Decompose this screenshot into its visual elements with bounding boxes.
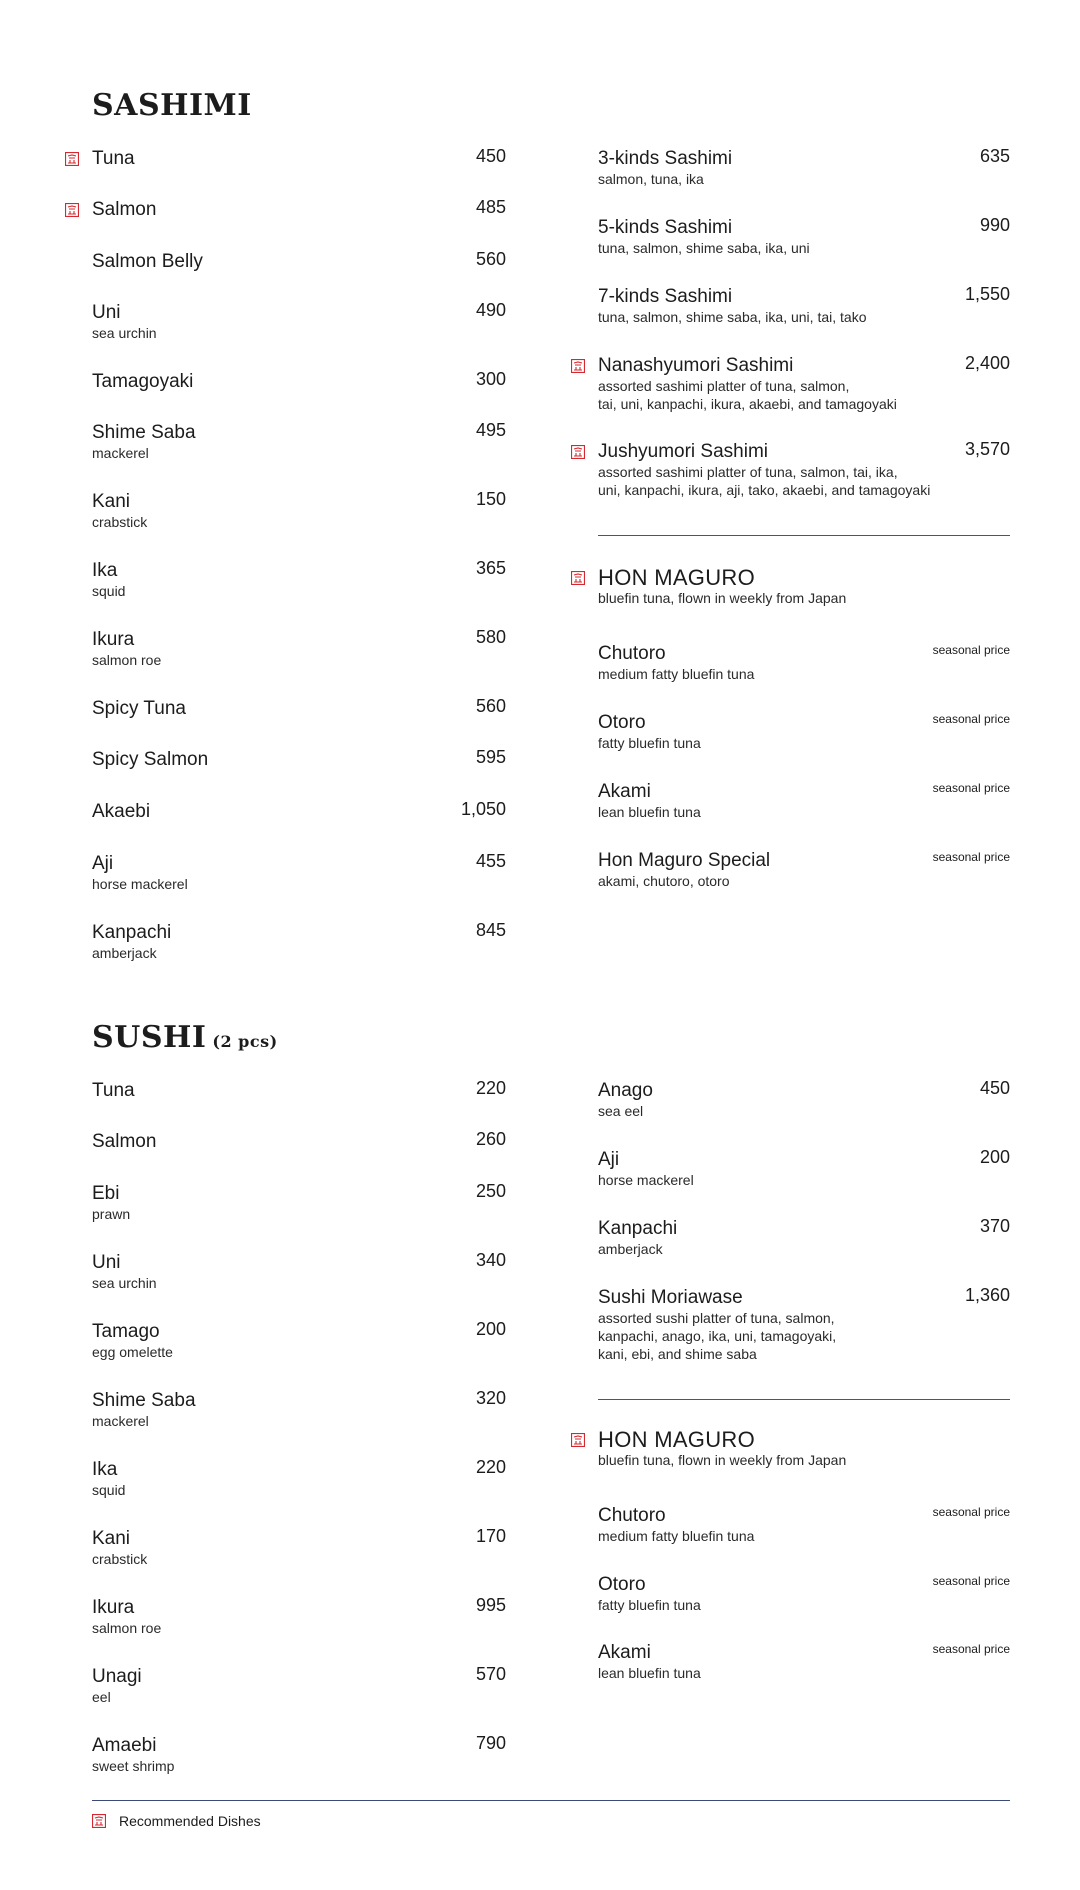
menu-item	[598, 1218, 1010, 1258]
item-price: 455	[475, 851, 506, 871]
item-description: assorted sushi platter of tuna, salmon,	[598, 1310, 835, 1326]
item-price: 1,050	[460, 799, 506, 819]
item-description: kani, ebi, and shime saba	[598, 1346, 757, 1362]
item-price: 790	[475, 1733, 506, 1753]
item-name: Kanpachi	[598, 1218, 678, 1239]
menu-item	[598, 781, 1010, 821]
item-price: 200	[979, 1147, 1010, 1167]
item-description: amberjack	[92, 945, 157, 961]
item-description: egg omelette	[92, 1344, 173, 1360]
item-price: 300	[475, 369, 506, 389]
maguro-header	[598, 1429, 1010, 1469]
recommended-icon	[571, 1433, 585, 1447]
menu-item	[92, 1528, 506, 1568]
recommended-icon	[571, 571, 585, 585]
item-price: 570	[475, 1664, 506, 1684]
section-divider	[598, 535, 1010, 536]
item-price: 450	[979, 1078, 1010, 1098]
item-name: Kanpachi	[92, 922, 172, 943]
item-price: 220	[475, 1457, 506, 1477]
item-name: Shime Saba	[92, 422, 196, 443]
item-name: Uni	[92, 1252, 121, 1273]
menu-item	[598, 1287, 1010, 1363]
legend	[92, 1813, 261, 1829]
menu-item	[598, 1574, 1010, 1614]
menu-item	[598, 441, 1010, 499]
menu-item	[598, 643, 1010, 683]
item-name: Shime Saba	[92, 1390, 196, 1411]
item-name: Akaebi	[92, 801, 151, 822]
menu-item	[92, 1321, 506, 1361]
menu-item	[92, 1080, 506, 1102]
item-name: Akami	[598, 781, 651, 802]
sushi-subtitle: (2 pcs)	[212, 1032, 278, 1051]
menu-item	[598, 1149, 1010, 1189]
item-price: 450	[475, 146, 506, 166]
item-name: Sushi Moriawase	[598, 1287, 743, 1308]
menu-item	[92, 251, 506, 273]
item-price: 495	[475, 420, 506, 440]
menu-item	[92, 199, 506, 221]
item-description: medium fatty bluefin tuna	[598, 1528, 755, 1544]
maguro-title: HON MAGURO	[598, 1427, 755, 1452]
item-name: Jushyumori Sashimi	[598, 441, 768, 462]
item-name: Salmon	[92, 1131, 157, 1152]
item-price: seasonal price	[932, 1574, 1010, 1588]
item-description: amberjack	[598, 1241, 663, 1257]
item-price: 1,550	[964, 284, 1010, 304]
item-name: Kani	[92, 491, 131, 512]
menu-item	[92, 629, 506, 669]
menu-item	[92, 1131, 506, 1153]
item-description: salmon roe	[92, 1620, 162, 1636]
item-description: medium fatty bluefin tuna	[598, 666, 755, 682]
item-price: 340	[475, 1250, 506, 1270]
item-price: seasonal price	[932, 1642, 1010, 1656]
item-price: 365	[475, 558, 506, 578]
item-price: 635	[979, 146, 1010, 166]
menu-item	[598, 1642, 1010, 1682]
menu-item	[92, 302, 506, 342]
menu-item	[92, 1252, 506, 1292]
maguro-description: bluefin tuna, flown in weekly from Japan	[598, 590, 847, 606]
menu-item	[598, 148, 1010, 188]
item-name: Chutoro	[598, 1505, 666, 1526]
item-description: kanpachi, anago, ika, uni, tamagoyaki,	[598, 1328, 837, 1344]
menu-item	[92, 1390, 506, 1430]
item-description: salmon roe	[92, 652, 162, 668]
item-description: salmon, tuna, ika	[598, 171, 704, 187]
item-description: fatty bluefin tuna	[598, 735, 701, 751]
item-name: Ika	[92, 1459, 118, 1480]
item-name: Chutoro	[598, 643, 666, 664]
item-description: crabstick	[92, 514, 148, 530]
item-name: Tuna	[92, 148, 135, 169]
item-name: Ebi	[92, 1183, 120, 1204]
menu-item	[598, 355, 1010, 413]
item-name: Aji	[92, 853, 114, 874]
item-price: 580	[475, 627, 506, 647]
item-price: 1,360	[964, 1285, 1010, 1305]
menu-item	[92, 560, 506, 600]
item-price: 845	[475, 920, 506, 940]
item-description: assorted sashimi platter of tuna, salmon, tai, ika,	[598, 464, 898, 480]
recommended-icon	[571, 359, 585, 373]
item-price: 250	[475, 1181, 506, 1201]
item-price: 150	[475, 489, 506, 509]
item-description: akami, chutoro, otoro	[598, 873, 730, 889]
item-description: fatty bluefin tuna	[598, 1597, 701, 1613]
menu-item	[598, 850, 1010, 890]
item-name: Anago	[598, 1080, 653, 1101]
item-price: 3,570	[964, 439, 1010, 459]
menu-item	[92, 1459, 506, 1499]
item-price: seasonal price	[932, 712, 1010, 726]
sushi-title	[92, 1016, 1010, 1060]
sashimi-title: SASHIMI	[92, 88, 252, 123]
menu-item	[92, 1666, 506, 1706]
menu-item	[598, 286, 1010, 326]
item-price: 170	[475, 1526, 506, 1546]
item-name: 3-kinds Sashimi	[598, 148, 733, 169]
item-name: Otoro	[598, 1574, 646, 1595]
item-description: prawn	[92, 1206, 131, 1222]
bottom-divider	[92, 1800, 1010, 1801]
item-description: uni, kanpachi, ikura, aji, tako, akaebi, and tamagoyaki	[598, 482, 931, 498]
item-name: Tuna	[92, 1080, 135, 1101]
item-description: assorted sashimi platter of tuna, salmon,	[598, 378, 850, 394]
sushi-title-text: SUSHI	[92, 1020, 207, 1055]
item-description: mackerel	[92, 1413, 149, 1429]
item-price: 560	[475, 696, 506, 716]
item-description: crabstick	[92, 1551, 148, 1567]
item-price: 260	[475, 1129, 506, 1149]
item-price: seasonal price	[932, 850, 1010, 864]
menu-item	[92, 1597, 506, 1637]
recommended-icon	[65, 203, 79, 217]
item-description: squid	[92, 583, 126, 599]
menu-item	[92, 1735, 506, 1775]
item-name: Ikura	[92, 629, 135, 650]
maguro-description: bluefin tuna, flown in weekly from Japan	[598, 1452, 847, 1468]
maguro-title: HON MAGURO	[598, 565, 755, 590]
item-description: eel	[92, 1689, 111, 1705]
menu-item	[92, 698, 506, 720]
menu-item	[92, 1183, 506, 1223]
item-description: horse mackerel	[598, 1172, 694, 1188]
item-name: Nanashyumori Sashimi	[598, 355, 794, 376]
item-name: Ika	[92, 560, 118, 581]
item-description: tuna, salmon, shime saba, ika, uni, tai, tako	[598, 309, 867, 325]
item-name: Salmon Belly	[92, 251, 203, 272]
item-price: 995	[475, 1595, 506, 1615]
item-name: Kani	[92, 1528, 131, 1549]
item-price: 485	[475, 197, 506, 217]
item-name: Unagi	[92, 1666, 142, 1687]
section-divider	[598, 1399, 1010, 1400]
item-price: 990	[979, 215, 1010, 235]
item-price: 220	[475, 1078, 506, 1098]
item-name: Salmon	[92, 199, 157, 220]
item-name: Spicy Tuna	[92, 698, 186, 719]
item-name: Akami	[598, 1642, 651, 1663]
legend-label: Recommended Dishes	[119, 1813, 261, 1829]
item-name: Hon Maguro Special	[598, 850, 771, 871]
recommended-icon	[65, 152, 79, 166]
item-name: Spicy Salmon	[92, 749, 209, 770]
item-description: lean bluefin tuna	[598, 1665, 701, 1681]
item-description: squid	[92, 1482, 126, 1498]
item-name: Otoro	[598, 712, 646, 733]
item-name: Amaebi	[92, 1735, 157, 1756]
menu-item	[598, 1080, 1010, 1120]
menu-item	[92, 422, 506, 462]
item-price: 490	[475, 300, 506, 320]
menu-item	[92, 491, 506, 531]
menu-item	[92, 922, 506, 962]
item-description: sweet shrimp	[92, 1758, 175, 1774]
item-description: tai, uni, kanpachi, ikura, akaebi, and tamagoyaki	[598, 396, 897, 412]
item-name: Tamago	[92, 1321, 160, 1342]
item-price: 320	[475, 1388, 506, 1408]
menu-item	[92, 371, 506, 393]
item-price: 595	[475, 747, 506, 767]
item-name: Aji	[598, 1149, 620, 1170]
menu-item	[92, 749, 506, 771]
item-name: 7-kinds Sashimi	[598, 286, 733, 307]
item-price: seasonal price	[932, 781, 1010, 795]
recommended-icon	[571, 445, 585, 459]
item-price: 370	[979, 1216, 1010, 1236]
item-price: 200	[475, 1319, 506, 1339]
item-description: mackerel	[92, 445, 149, 461]
item-name: 5-kinds Sashimi	[598, 217, 733, 238]
item-name: Uni	[92, 302, 121, 323]
menu-item	[92, 801, 506, 823]
item-name: Tamagoyaki	[92, 371, 194, 392]
menu-item	[598, 712, 1010, 752]
sashimi-section	[92, 84, 1010, 128]
item-description: horse mackerel	[92, 876, 188, 892]
item-price: 2,400	[964, 353, 1010, 373]
sushi-section	[92, 1016, 1010, 1060]
item-name: Ikura	[92, 1597, 135, 1618]
item-description: sea urchin	[92, 1275, 157, 1291]
menu-item	[598, 217, 1010, 257]
maguro-header	[598, 567, 1010, 607]
item-description: sea urchin	[92, 325, 157, 341]
menu-item	[92, 853, 506, 893]
item-description: sea eel	[598, 1103, 644, 1119]
item-description: lean bluefin tuna	[598, 804, 701, 820]
item-price: seasonal price	[932, 643, 1010, 657]
menu-item	[598, 1505, 1010, 1545]
menu-item	[92, 148, 506, 170]
item-price: 560	[475, 249, 506, 269]
item-description: tuna, salmon, shime saba, ika, uni	[598, 240, 810, 256]
item-price: seasonal price	[932, 1505, 1010, 1519]
recommended-icon	[92, 1814, 106, 1828]
